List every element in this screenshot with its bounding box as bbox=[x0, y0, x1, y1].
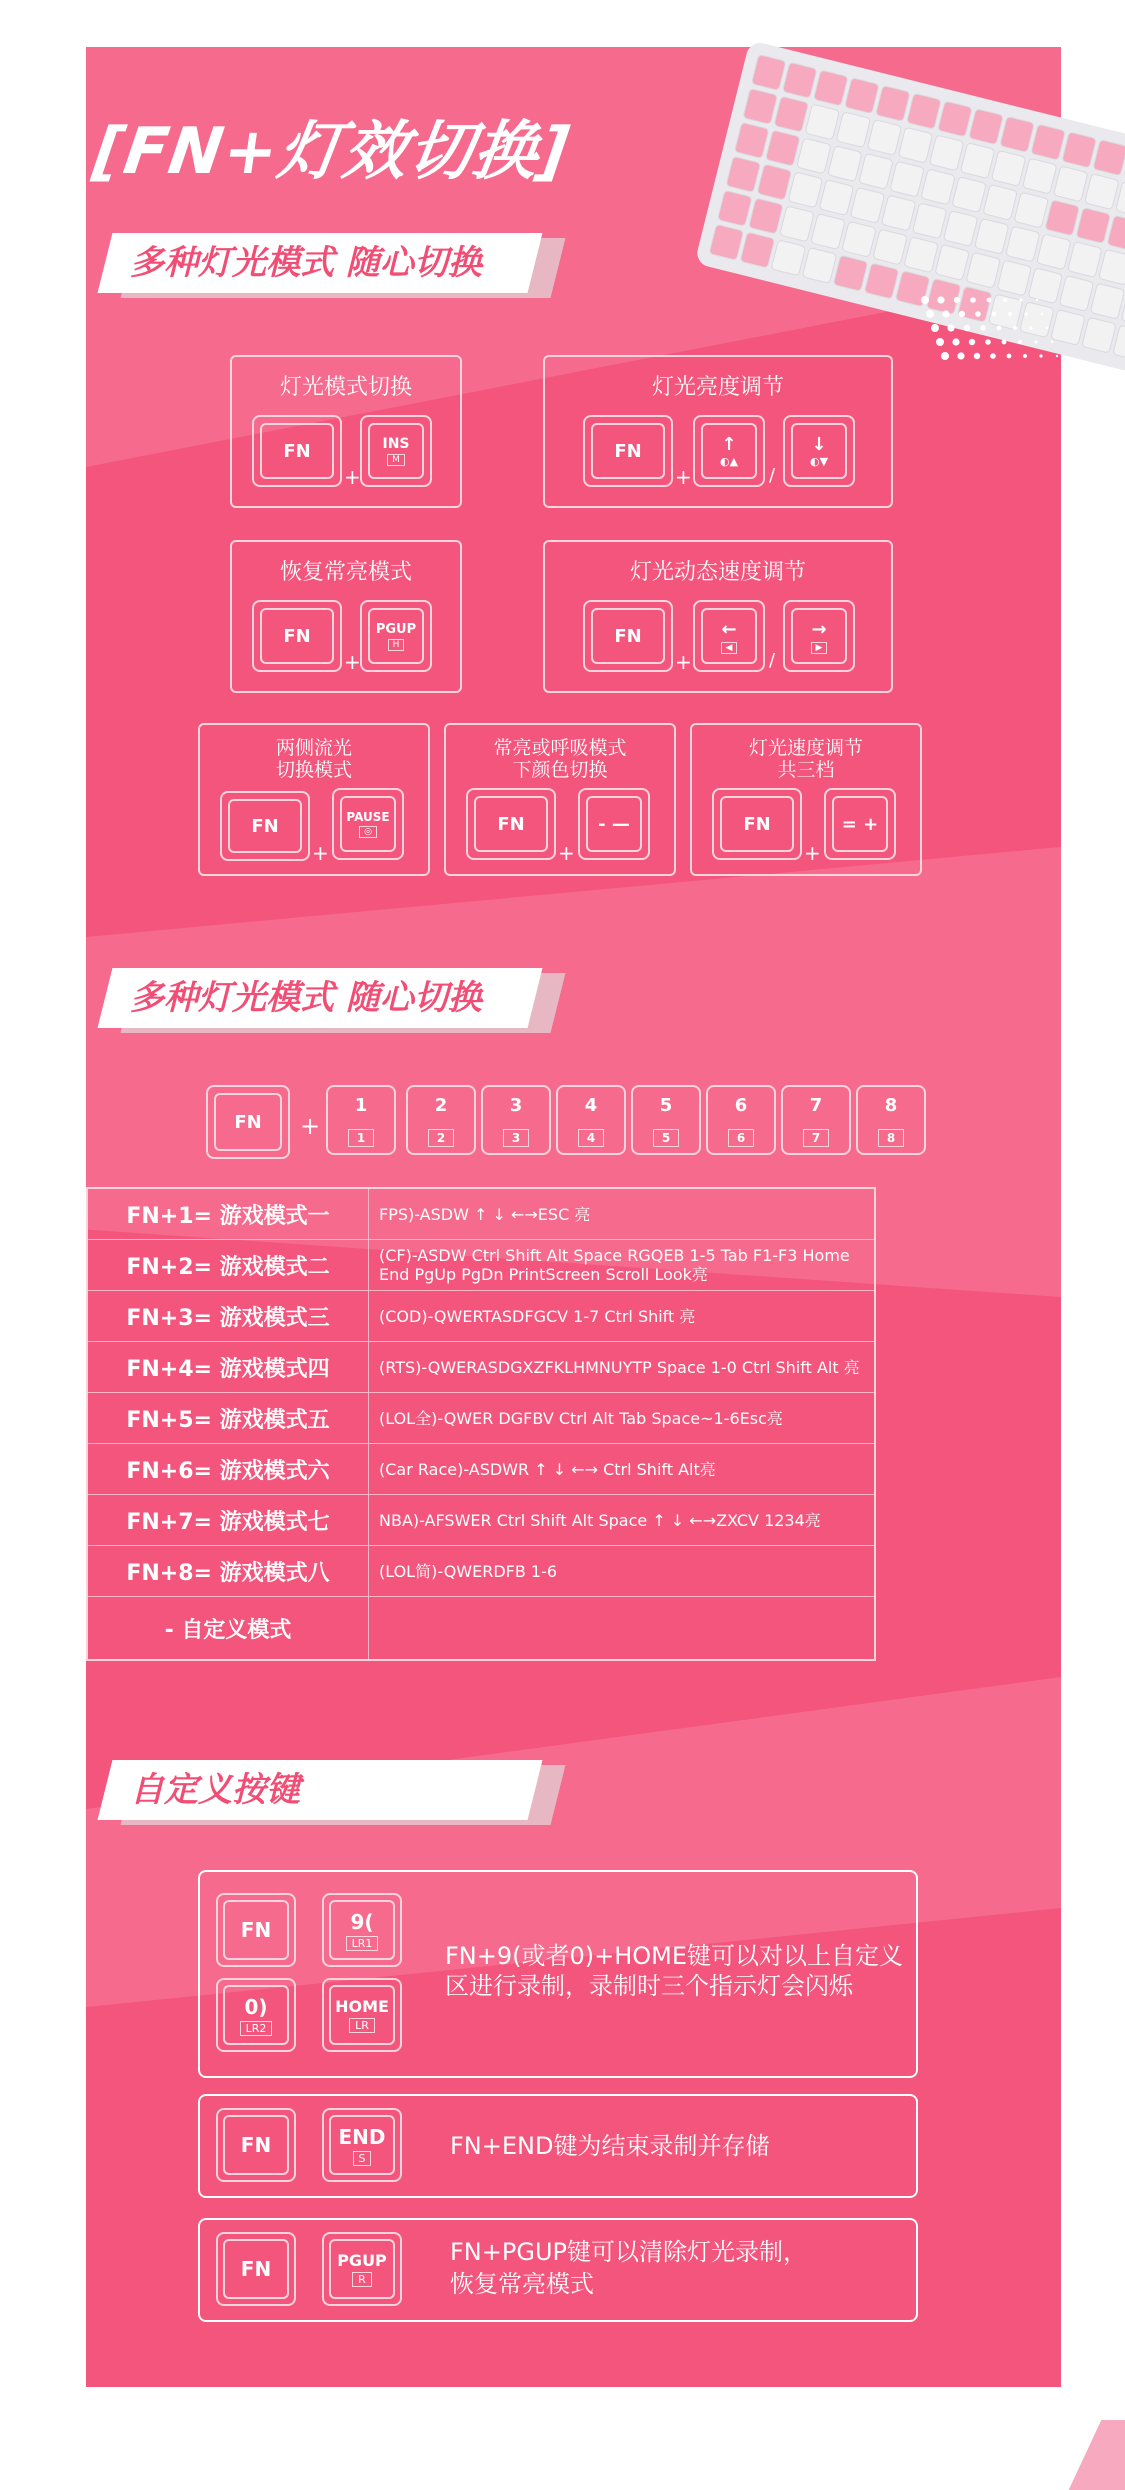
fn-key bbox=[252, 600, 342, 672]
number-key-3: 3 3 bbox=[481, 1085, 551, 1155]
mode-name: FN+8= 游戏模式八 bbox=[87, 1546, 369, 1597]
halftone-dot bbox=[921, 296, 929, 304]
key-label: = + bbox=[832, 796, 888, 852]
halftone-dot bbox=[1051, 341, 1053, 343]
minus-key bbox=[578, 788, 650, 860]
halftone-dot bbox=[969, 339, 975, 345]
home-key bbox=[322, 1978, 402, 2052]
mode-name: FN+2= 游戏模式二 bbox=[87, 1240, 369, 1291]
section-banner-game-modes: 多种灯光模式 随心切换 bbox=[130, 978, 482, 1018]
halftone-dot bbox=[1041, 313, 1043, 315]
fn-key bbox=[583, 600, 673, 672]
halftone-dot bbox=[1013, 326, 1017, 330]
halftone-dot bbox=[936, 338, 944, 346]
corner-decoration bbox=[1069, 2420, 1125, 2490]
halftone-dot bbox=[964, 325, 970, 331]
box-title: 下颜色切换 bbox=[512, 759, 608, 781]
halftone-dot bbox=[952, 338, 959, 345]
key-sub-label: ◎ bbox=[359, 826, 377, 838]
mode-name: FN+7= 游戏模式七 bbox=[87, 1495, 369, 1546]
halftone-dot bbox=[1029, 326, 1032, 329]
key-sub-label: M bbox=[387, 454, 405, 466]
mode-desc: (COD)-QWERTASDFGCV 1-7 Ctrl Shift 亮 bbox=[369, 1291, 876, 1342]
box-brightness bbox=[543, 355, 893, 508]
halftone-dot bbox=[941, 352, 949, 360]
key-sub-label: S bbox=[353, 2151, 372, 2166]
box-side-flow bbox=[198, 723, 430, 876]
mode-desc: (CF)-ASDW Ctrl Shift Alt Space RGQEB 1-5 Tab F1-F3 Home End PgUp PgDn PrintScreen Scroll Look亮 bbox=[369, 1240, 876, 1291]
halftone-dot bbox=[1036, 299, 1038, 301]
halftone-dot bbox=[937, 296, 944, 303]
halftone-dot bbox=[985, 339, 991, 345]
down-arrow-icon: ↓ bbox=[811, 434, 827, 455]
halftone-dot bbox=[1002, 340, 1007, 345]
table-row bbox=[87, 1291, 875, 1342]
halftone-dot bbox=[1056, 355, 1058, 357]
halftone-dot bbox=[992, 312, 997, 317]
mode-name: FN+5= 游戏模式五 bbox=[87, 1393, 369, 1444]
left-arrow-icon: ← bbox=[721, 618, 737, 640]
key-sub-label: R bbox=[352, 2272, 372, 2287]
key-sub-label: ◐▲ bbox=[719, 455, 739, 468]
box-color-switch bbox=[444, 723, 676, 876]
custom-record-text: 区进行录制，录制时三个指示灯会闪烁 bbox=[445, 1972, 853, 2000]
halftone-dot bbox=[931, 324, 939, 332]
halftone-dot bbox=[1007, 354, 1012, 359]
halftone-dot bbox=[974, 353, 980, 359]
key-label: PGUP bbox=[337, 2251, 387, 2270]
table-row bbox=[87, 1393, 875, 1444]
halftone-dot bbox=[1039, 354, 1042, 357]
halftone-dot bbox=[947, 324, 954, 331]
custom-record-text: FN+9(或者0)+HOME键可以对以上自定义 bbox=[445, 1942, 904, 1970]
mode-desc: (Car Race)-ASDWR ↑ ↓ ←→ Ctrl Shift Alt亮 bbox=[369, 1444, 876, 1495]
section-banner-custom-keys: 自定义按键 bbox=[130, 1770, 300, 1810]
key-label: FN bbox=[223, 1900, 289, 1960]
key-sub-label: LR1 bbox=[346, 1936, 379, 1951]
halftone-dot bbox=[1024, 312, 1027, 315]
page-title: [FN+灯效切换] bbox=[88, 115, 574, 189]
key-label: - — bbox=[586, 796, 642, 852]
fn-key bbox=[216, 1893, 296, 1967]
key-label: FN bbox=[223, 2115, 289, 2175]
key-label: PGUP bbox=[375, 621, 417, 637]
pgup-key bbox=[360, 600, 432, 672]
key-label: END bbox=[338, 2124, 386, 2149]
box-title: 常亮或呼吸模式 bbox=[493, 737, 627, 759]
plus-sign: + bbox=[558, 841, 575, 865]
table-row bbox=[87, 1444, 875, 1495]
key-label: FN bbox=[214, 1093, 282, 1151]
nine-key bbox=[322, 1893, 402, 1967]
plus-sign: + bbox=[312, 841, 329, 865]
key-sub-label: ◀ bbox=[721, 642, 738, 654]
fn-key bbox=[216, 2232, 296, 2306]
halftone-dot bbox=[926, 310, 934, 318]
mode-desc: (RTS)-QWERASDGXZFKLHMNUYTP Space 1-0 Ctrl Shift Alt 亮 bbox=[369, 1342, 876, 1393]
halftone-dot bbox=[942, 310, 949, 317]
key-label: FN bbox=[260, 608, 334, 664]
halftone-dot bbox=[954, 297, 960, 303]
box-title: 灯光模式切换 bbox=[279, 375, 412, 400]
pgup-key bbox=[322, 2232, 402, 2306]
halftone-dot bbox=[957, 352, 964, 359]
custom-clear-text: FN+PGUP键可以清除灯光录制， bbox=[450, 2238, 807, 2266]
right-arrow-key bbox=[783, 600, 855, 672]
box-title: 恢复常亮模式 bbox=[279, 560, 412, 585]
key-label: FN bbox=[591, 608, 665, 664]
fn-key bbox=[583, 415, 673, 487]
halftone-dot bbox=[970, 297, 976, 303]
key-sub-label: H bbox=[388, 639, 405, 651]
table-row bbox=[87, 1495, 875, 1546]
key-sub-label: LR bbox=[349, 2018, 375, 2033]
mode-name: FN+3= 游戏模式三 bbox=[87, 1291, 369, 1342]
table-row bbox=[87, 1546, 875, 1597]
mode-desc: (LOL全)-QWER DGFBV Ctrl Alt Tab Space~1-6Esc亮 bbox=[369, 1393, 876, 1444]
key-label: PAUSE bbox=[346, 810, 390, 824]
plus-sign: + bbox=[675, 465, 692, 489]
left-arrow-key bbox=[693, 600, 765, 672]
halftone-dot bbox=[1023, 354, 1027, 358]
up-arrow-key bbox=[693, 415, 765, 487]
key-label: FN bbox=[223, 2239, 289, 2299]
plus-sign: + bbox=[300, 1112, 321, 1140]
halftone-dot bbox=[975, 311, 981, 317]
equals-key bbox=[824, 788, 896, 860]
custom-clear-text: 恢复常亮模式 bbox=[450, 2270, 594, 2298]
halftone-dot bbox=[959, 311, 965, 317]
number-key-4: 4 4 bbox=[556, 1085, 626, 1155]
halftone-dot bbox=[1008, 312, 1012, 316]
mode-desc: (LOL简)-QWERDFB 1-6 bbox=[369, 1546, 876, 1597]
mode-name: - 自定义模式 bbox=[87, 1597, 369, 1661]
key-label: HOME bbox=[335, 1997, 389, 2016]
plus-sign: + bbox=[804, 841, 821, 865]
fn-key bbox=[220, 791, 310, 861]
slash-sign: / bbox=[769, 465, 776, 486]
fn-key bbox=[216, 2108, 296, 2182]
number-key-8: 8 8 bbox=[856, 1085, 926, 1155]
custom-end-text: FN+END键为结束录制并存储 bbox=[450, 2132, 770, 2160]
mode-desc bbox=[369, 1597, 876, 1661]
box-title: 共三档 bbox=[777, 759, 835, 781]
box-title: 灯光亮度调节 bbox=[651, 375, 784, 400]
halftone-dot bbox=[1034, 340, 1037, 343]
key-label: FN bbox=[720, 796, 794, 852]
key-label: FN bbox=[228, 799, 302, 853]
box-restore-static bbox=[230, 540, 462, 693]
mode-name: FN+4= 游戏模式四 bbox=[87, 1342, 369, 1393]
halftone-dot bbox=[987, 298, 992, 303]
fn-key bbox=[712, 788, 802, 860]
plus-sign: + bbox=[344, 650, 361, 674]
number-key-5: 5 5 bbox=[631, 1085, 701, 1155]
fn-key bbox=[206, 1085, 290, 1159]
plus-sign: + bbox=[344, 465, 361, 489]
box-title: 灯光动态速度调节 bbox=[629, 560, 806, 585]
keyboard-image bbox=[690, 0, 1125, 370]
key-label: FN bbox=[591, 423, 665, 479]
mode-desc: FPS)-ASDW ↑ ↓ ←→ESC 亮 bbox=[369, 1188, 876, 1240]
halftone-dot bbox=[990, 353, 996, 359]
table-row bbox=[87, 1342, 875, 1393]
key-label: INS bbox=[382, 436, 410, 452]
table-row bbox=[87, 1188, 875, 1240]
halftone-dot bbox=[980, 325, 986, 331]
halftone-dot bbox=[1003, 298, 1007, 302]
table-row bbox=[87, 1597, 875, 1661]
halftone-dot bbox=[1046, 327, 1048, 329]
box-title: 两侧流光 bbox=[275, 737, 352, 759]
key-sub-label: LR2 bbox=[240, 2021, 273, 2036]
right-arrow-icon: → bbox=[811, 618, 827, 640]
box-speed-levels bbox=[690, 723, 922, 876]
section-banner-lighting-modes: 多种灯光模式 随心切换 bbox=[130, 243, 482, 283]
fn-key bbox=[252, 415, 342, 487]
halftone-dot bbox=[997, 326, 1002, 331]
key-label: 0) bbox=[244, 1994, 268, 2019]
box-dynamic-speed bbox=[543, 540, 893, 693]
key-sub-label: ▶ bbox=[811, 642, 828, 654]
plus-sign: + bbox=[675, 650, 692, 674]
key-label: FN bbox=[474, 796, 548, 852]
fn-key bbox=[466, 788, 556, 860]
halftone-dot bbox=[1018, 340, 1022, 344]
mode-desc: NBA)-AFSWER Ctrl Shift Alt Space ↑ ↓ ←→ZXCV 1234亮 bbox=[369, 1495, 876, 1546]
mode-name: FN+1= 游戏模式一 bbox=[87, 1188, 369, 1240]
down-arrow-key bbox=[783, 415, 855, 487]
box-title: 灯光速度调节 bbox=[748, 737, 863, 759]
key-label: FN bbox=[260, 423, 334, 479]
number-key-6: 6 6 bbox=[706, 1085, 776, 1155]
key-sub-label: ◐▼ bbox=[809, 455, 829, 468]
halftone-dot bbox=[1019, 298, 1022, 301]
key-label: 9( bbox=[350, 1909, 374, 1934]
number-key-2: 2 2 bbox=[406, 1085, 476, 1155]
box-light-mode-switch bbox=[230, 355, 462, 508]
table-row bbox=[87, 1240, 875, 1291]
number-key-1: 1 1 bbox=[326, 1085, 396, 1155]
up-arrow-icon: ↑ bbox=[721, 434, 737, 455]
game-modes-table bbox=[86, 1187, 876, 1661]
pause-key bbox=[332, 788, 404, 860]
number-key-7: 7 7 bbox=[781, 1085, 851, 1155]
ins-key bbox=[360, 415, 432, 487]
mode-name: FN+6= 游戏模式六 bbox=[87, 1444, 369, 1495]
box-title: 切换模式 bbox=[275, 759, 352, 781]
slash-sign: / bbox=[769, 650, 776, 671]
end-key bbox=[322, 2108, 402, 2182]
zero-key bbox=[216, 1978, 296, 2052]
